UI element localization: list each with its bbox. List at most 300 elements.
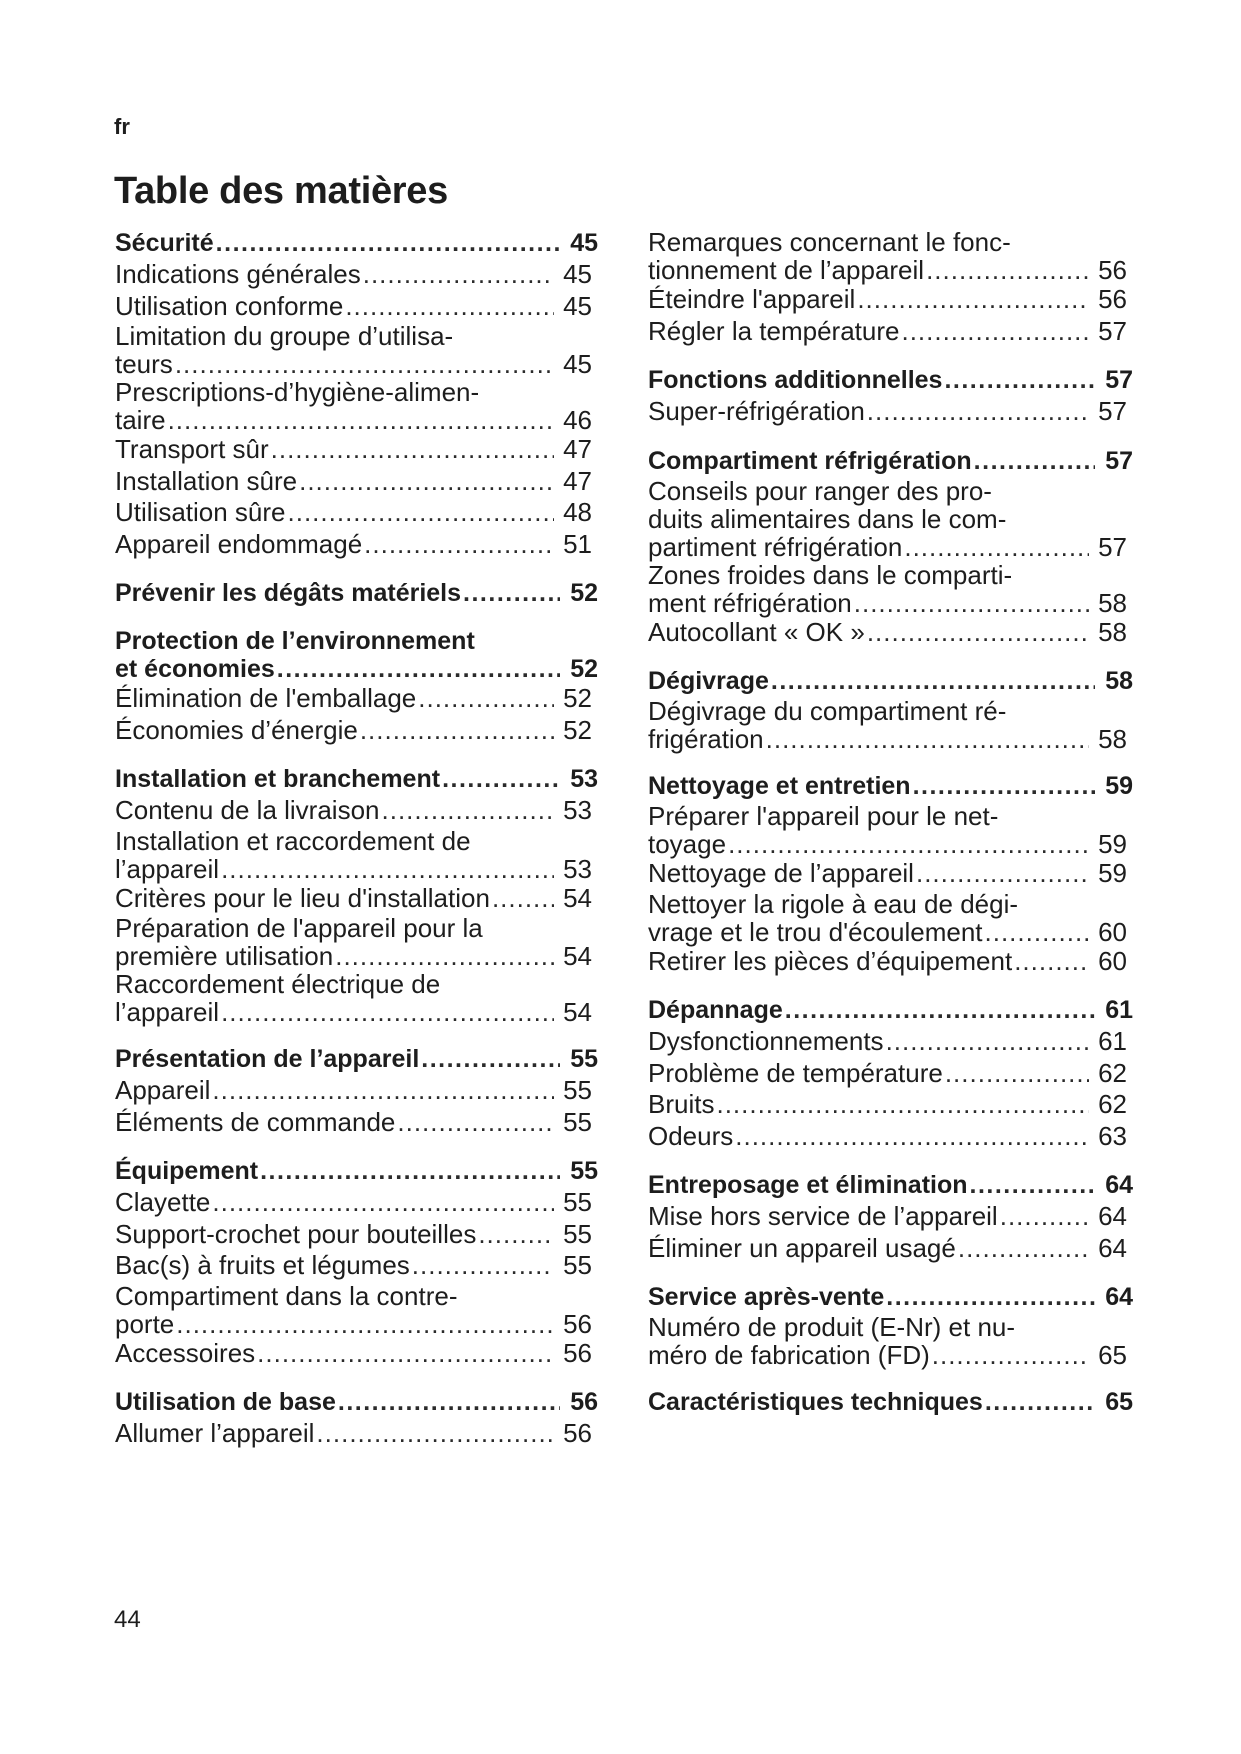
toc-section [648, 1282, 1133, 1369]
toc-entry-title: Prévenir les dégâts matériels [115, 579, 462, 607]
dot-leader [886, 1026, 1089, 1058]
toc-entry-row [115, 1250, 598, 1282]
toc-entry-row [115, 1156, 598, 1187]
toc-entry-text-line: Raccordement électrique de [115, 969, 441, 999]
toc-entry-row [648, 858, 1133, 890]
toc-entry-text-line: Zones froides dans le comparti- [648, 559, 1013, 590]
toc-entry [648, 617, 1133, 649]
toc-page-number: 55 [563, 1187, 592, 1217]
toc-entry-title: Dépannage [648, 996, 783, 1024]
toc-entry-text-line: Préparation de l'appareil pour la [115, 913, 483, 943]
dot-leader [857, 284, 1089, 316]
toc-entry-row [115, 1044, 598, 1075]
toc-entry [115, 914, 598, 970]
toc-entry-text-line: duits alimentaires dans le com- [648, 503, 1007, 534]
toc-entry-title: Éléments de commande [115, 1106, 396, 1137]
toc-entry-title: Support-crochet pour bouteilles [115, 1218, 477, 1249]
toc-page-number: 53 [570, 765, 598, 793]
toc-entry-row [648, 1341, 1133, 1369]
toc-page-number: 60 [1098, 945, 1127, 976]
toc-entry [648, 396, 1133, 428]
toc-section-heading [648, 365, 1133, 396]
toc-page-number: 57 [1098, 315, 1127, 346]
toc-section-heading [648, 666, 1133, 697]
toc-entry-title: Éliminer un appareil usagé [648, 1232, 956, 1263]
toc-entry-row [648, 1282, 1133, 1313]
toc-entry-row [648, 1058, 1133, 1090]
toc-entry-row [648, 396, 1133, 428]
toc-entry [115, 1219, 598, 1251]
dot-leader [345, 291, 554, 323]
toc-page-number: 57 [1105, 446, 1133, 475]
toc-entry [648, 1233, 1133, 1265]
toc-entry-row [648, 1121, 1133, 1153]
toc-entry-row [648, 995, 1133, 1026]
toc-entry-title: toyage [648, 829, 727, 859]
toc-section [648, 995, 1133, 1152]
toc-entry-title: Odeurs [648, 1120, 734, 1151]
page-title: Table des matières [114, 170, 448, 212]
dot-leader [904, 533, 1089, 561]
toc-entry-text-line: Installation et raccordement de [115, 825, 471, 856]
toc-entry-row [115, 1338, 598, 1370]
toc-entry-row [115, 434, 598, 466]
dot-leader [363, 259, 554, 291]
toc-page-number: 56 [1098, 255, 1127, 285]
dot-leader [364, 529, 554, 561]
toc-entry [648, 946, 1133, 978]
toc-section [115, 1044, 598, 1138]
toc-entry-title: Problème de température [648, 1057, 943, 1088]
toc-page-number: 58 [1098, 616, 1127, 647]
toc-entry-row [648, 1170, 1133, 1201]
toc-entry [648, 284, 1133, 316]
toc-entry [115, 466, 598, 498]
dot-leader [785, 995, 1095, 1026]
toc-entry-title: Bac(s) à fruits et légumes [115, 1250, 410, 1280]
dot-leader [168, 406, 554, 434]
toc-entry-title: Caractéristiques techniques [648, 1388, 983, 1416]
toc-entry [115, 827, 598, 883]
toc-page-number: 54 [563, 882, 592, 913]
toc-page-number: 46 [563, 405, 592, 435]
toc-entry [648, 228, 1133, 284]
toc-entry-row [115, 1418, 598, 1450]
toc-entry-text-line: Compartiment dans la contre- [115, 1280, 458, 1311]
toc-entry-title: Indications générales [115, 259, 361, 289]
toc-page-number: 47 [563, 465, 592, 496]
toc-entry-row [648, 589, 1133, 617]
toc-page-number: 58 [1098, 724, 1127, 754]
toc-page-number: 55 [570, 1045, 598, 1073]
toc-entry-title: Service après-vente [648, 1283, 885, 1311]
toc-entry [648, 890, 1133, 946]
toc-section [648, 771, 1133, 977]
toc-entry-title: Transport sûr [115, 434, 269, 464]
toc-entry-row [648, 946, 1133, 978]
toc-entry-row [115, 795, 598, 827]
toc-entry-row [115, 1107, 598, 1139]
dot-leader [418, 683, 554, 715]
toc-entry-row [648, 830, 1133, 858]
dot-leader [944, 365, 1095, 396]
toc-entry [115, 683, 598, 715]
toc-page-number: 56 [563, 1337, 592, 1368]
toc-entry-text-line: Nettoyer la rigole à eau de dégi- [648, 888, 1019, 919]
toc-section [115, 764, 598, 1026]
dot-leader [886, 1282, 1095, 1313]
dot-leader [901, 316, 1089, 348]
dot-leader [926, 256, 1089, 284]
dot-leader [397, 1107, 554, 1139]
toc-section [115, 1387, 598, 1450]
toc-page-number: 64 [1098, 1201, 1127, 1231]
toc-left-column [115, 228, 598, 1468]
toc-entry-row [648, 533, 1133, 561]
toc-section [648, 446, 1133, 649]
toc-entry-title: teurs [115, 349, 173, 379]
toc-page-number: 48 [563, 497, 592, 527]
toc-page-number: 54 [563, 997, 592, 1027]
toc-page-number: 45 [563, 259, 592, 289]
toc-entry-title: taire [115, 405, 166, 435]
dot-leader [854, 589, 1089, 617]
toc-page-number: 61 [1105, 996, 1133, 1024]
toc-entry-title: Utilisation sûre [115, 497, 286, 527]
toc-entry-title: Autocollant « OK » [648, 616, 865, 647]
dot-leader [299, 466, 554, 498]
dot-leader [492, 883, 554, 915]
toc-entry-row [115, 942, 598, 970]
dot-leader [221, 855, 554, 883]
toc-entry [115, 1250, 598, 1282]
toc-entry-title: Nettoyage et entretien [648, 772, 911, 800]
toc-entry-text-line: Préparer l'appareil pour le net- [648, 801, 999, 831]
dot-leader [728, 830, 1089, 858]
toc-section [648, 1170, 1133, 1264]
toc-page-number: 65 [1098, 1340, 1127, 1370]
toc-entry-title: tionnement de l’appareil [648, 255, 925, 285]
toc-entry [648, 1089, 1133, 1121]
toc-entry [648, 1313, 1133, 1369]
toc-page-number: 52 [563, 714, 592, 745]
toc-entry [115, 970, 598, 1026]
toc-section-heading [648, 1170, 1133, 1201]
toc-entry-text-line: Prescriptions-d’hygiène-alimen- [115, 377, 480, 407]
toc-entry-row [115, 406, 598, 434]
dot-leader [176, 1310, 554, 1338]
dot-leader [175, 350, 554, 378]
toc-entry [115, 259, 598, 291]
toc-section-heading [648, 1387, 1133, 1418]
toc-entry-title: Compartiment réfrigération [648, 446, 972, 475]
toc-section [115, 1156, 598, 1369]
toc-entry [648, 561, 1133, 617]
toc-entry-row [648, 1233, 1133, 1265]
toc-entry-title: Accessoires [115, 1337, 256, 1368]
toc-entry-title: Installation et branchement [115, 765, 441, 793]
toc-entry-title: Entreposage et élimination [648, 1171, 968, 1199]
toc-entry-row [648, 1387, 1133, 1418]
toc-page-number: 55 [563, 1075, 592, 1105]
toc-page-number: 52 [570, 655, 598, 683]
toc-entry-row [115, 883, 598, 915]
toc-page-number: 53 [563, 853, 592, 884]
toc-entry-text-line: Numéro de produit (E-Nr) et nu- [648, 1312, 1016, 1342]
toc-page-number: 57 [1105, 366, 1133, 394]
toc-page-number: 64 [1105, 1283, 1133, 1311]
dot-leader [216, 228, 560, 259]
dot-leader [945, 1058, 1089, 1090]
dot-leader [974, 446, 1095, 477]
toc-entry-title: Utilisation conforme [115, 290, 344, 321]
dot-leader [212, 1187, 554, 1219]
toc-entry-text-line: Protection de l’environnement [115, 627, 475, 655]
toc-section-heading [115, 228, 598, 259]
dot-leader [382, 795, 555, 827]
toc-section-heading [648, 446, 1133, 477]
language-code: fr [114, 114, 130, 139]
toc-entry-title: ment réfrigération [648, 587, 852, 618]
toc-entry-title: Critères pour le lieu d'installation [115, 882, 490, 913]
dot-leader [985, 918, 1090, 946]
toc-entry-title: Allumer l’appareil [115, 1418, 315, 1448]
toc-entry-row [115, 715, 598, 747]
toc-page-number: 63 [1098, 1120, 1127, 1151]
toc-entry-title: Utilisation de base [115, 1388, 336, 1416]
toc-entry-row [115, 855, 598, 883]
toc-page-number: 58 [1098, 587, 1127, 618]
toc-entry-row [115, 655, 598, 683]
toc-entry-row [648, 284, 1133, 316]
toc-entry-text-line: Limitation du groupe d’utilisa- [115, 321, 454, 351]
toc-page-number: 45 [563, 349, 592, 379]
toc-entry-row [648, 1026, 1133, 1058]
dot-leader [338, 1387, 560, 1418]
toc-entry-title: Mise hors service de l’appareil [648, 1201, 998, 1231]
toc-page-number: 56 [570, 1388, 598, 1416]
dot-leader [212, 1075, 554, 1107]
dot-leader [913, 771, 1095, 802]
toc-entry-title: Clayette [115, 1187, 211, 1217]
toc-entry-row [115, 350, 598, 378]
toc-entry-title: Super-réfrigération [648, 396, 865, 426]
toc-entry [648, 858, 1133, 890]
dot-leader [221, 998, 554, 1026]
toc-entry-row [648, 771, 1133, 802]
dot-leader [916, 858, 1089, 890]
toc-entry [115, 1338, 598, 1370]
toc-entry-title: frigération [648, 724, 764, 754]
toc-entry-row [115, 259, 598, 291]
toc-entry-row [115, 1075, 598, 1107]
dot-leader [360, 715, 554, 747]
dot-leader [932, 1341, 1089, 1369]
toc-entry-row [648, 666, 1133, 697]
toc-entry [115, 1075, 598, 1107]
toc-entry-row [115, 1310, 598, 1338]
dot-leader [716, 1089, 1089, 1121]
toc-section-heading [115, 578, 598, 609]
toc-entry-title: Installation sûre [115, 465, 298, 496]
toc-entry-row [648, 446, 1133, 477]
toc-entry [648, 316, 1133, 348]
dot-leader [288, 497, 554, 529]
toc-entry-title: vrage et le trou d'écoulement [648, 916, 983, 947]
toc-entry [115, 322, 598, 378]
toc-section-heading [115, 627, 598, 683]
toc-page-number: 58 [1105, 667, 1133, 695]
toc-entry-row [115, 683, 598, 715]
toc-page-number: 62 [1098, 1057, 1127, 1088]
toc-entry-row [115, 1187, 598, 1219]
toc-entry [648, 477, 1133, 561]
toc-entry [648, 1058, 1133, 1090]
toc-page-number: 54 [563, 941, 592, 971]
toc-entry-title: et économies [115, 655, 275, 683]
toc-page-number: 55 [563, 1218, 592, 1249]
dot-leader [421, 1044, 560, 1075]
toc-page-number: 57 [1098, 396, 1127, 426]
toc-entry-text-line: Conseils pour ranger des pro- [648, 475, 992, 506]
dot-leader [766, 725, 1089, 753]
dot-leader [478, 1219, 554, 1251]
toc-entry-row [115, 764, 598, 795]
toc-section [648, 666, 1133, 753]
dot-leader [335, 942, 554, 970]
toc-entry-row [648, 365, 1133, 396]
dot-leader [257, 1338, 554, 1370]
toc-entry-title: Fonctions additionnelles [648, 366, 943, 394]
toc-entry-row [115, 1219, 598, 1251]
dot-leader [985, 1387, 1095, 1418]
toc-entry-title: Retirer les pièces d’équipement [648, 945, 1013, 976]
dot-leader [463, 578, 560, 609]
toc-entry [115, 883, 598, 915]
toc-section-heading [648, 1282, 1133, 1313]
toc-page-number: 51 [563, 528, 592, 559]
toc-section [648, 365, 1133, 428]
toc-entry-row [115, 228, 598, 259]
toc-entry-title: Équipement [115, 1157, 259, 1185]
toc-page-number: 47 [563, 434, 592, 464]
toc-section [115, 578, 598, 609]
toc-entry-title: porte [115, 1308, 175, 1339]
toc-entry-title: Élimination de l'emballage [115, 683, 417, 713]
toc-page-number: 57 [1098, 531, 1127, 562]
toc-entry [648, 1026, 1133, 1058]
toc-page-number: 65 [1105, 1388, 1133, 1416]
toc-page-number: 62 [1098, 1089, 1127, 1119]
toc-page-number: 45 [570, 229, 598, 257]
toc-page-number: 56 [1098, 284, 1127, 314]
toc-page-number: 60 [1098, 916, 1127, 947]
toc-section-heading [115, 1387, 598, 1418]
toc-page-number: 55 [570, 1157, 598, 1185]
dot-leader [277, 655, 560, 683]
toc-entry-row [648, 918, 1133, 946]
toc-section [648, 228, 1133, 347]
toc-entry-title: Régler la température [648, 315, 900, 346]
toc-entry [115, 1187, 598, 1219]
toc-section-heading [115, 1156, 598, 1187]
toc-section [115, 627, 598, 746]
toc-page-number: 55 [563, 1250, 592, 1280]
toc-page-number: 53 [563, 795, 592, 825]
toc-entry-text-line: Dégivrage du compartiment ré- [648, 696, 1007, 726]
toc-page-number: 55 [563, 1106, 592, 1137]
toc-page-number: 56 [563, 1418, 592, 1448]
dot-leader [412, 1250, 554, 1282]
dot-leader [970, 1170, 1095, 1201]
dot-leader [271, 434, 554, 466]
toc-entry [648, 1121, 1133, 1153]
toc-entry [115, 1107, 598, 1139]
toc-entry-title: partiment réfrigération [648, 531, 903, 562]
toc-section-heading [648, 771, 1133, 802]
toc-entry-title: Présentation de l’appareil [115, 1045, 420, 1073]
toc-entry [648, 697, 1133, 753]
toc-section-heading [115, 764, 598, 795]
toc-page-number: 59 [1105, 772, 1133, 800]
toc-page-number: 56 [563, 1308, 592, 1339]
toc-entry [115, 434, 598, 466]
toc-entry-row [648, 617, 1133, 649]
toc-page-number: 52 [570, 579, 598, 607]
toc-entry-title: méro de fabrication (FD) [648, 1340, 930, 1370]
toc-entry-row [648, 316, 1133, 348]
toc-entry-row [648, 1089, 1133, 1121]
toc-page-number: 64 [1105, 1171, 1133, 1199]
dot-leader [260, 1156, 560, 1187]
toc-entry-title: Nettoyage de l’appareil [648, 858, 914, 888]
toc-section-heading [115, 1044, 598, 1075]
toc-entry-title: Économies d’énergie [115, 714, 358, 745]
toc-entry [115, 1282, 598, 1338]
toc-page-number: 52 [563, 683, 592, 713]
toc-section [648, 1387, 1133, 1418]
toc-entry-title: Dysfonctionnements [648, 1026, 884, 1056]
toc-page-number: 59 [1098, 858, 1127, 888]
toc-entry-title: Contenu de la livraison [115, 795, 380, 825]
toc-entry [115, 715, 598, 747]
toc-section-heading [648, 995, 1133, 1026]
toc-entry-title: première utilisation [115, 941, 334, 971]
toc-page-number: 59 [1098, 829, 1127, 859]
toc-entry-row [115, 998, 598, 1026]
toc-entry-row [115, 497, 598, 529]
dot-leader [867, 617, 1089, 649]
toc-entry-row [648, 1201, 1133, 1233]
dot-leader [442, 764, 560, 795]
toc-entry-title: Bruits [648, 1089, 715, 1119]
toc-entry [115, 529, 598, 561]
toc-entry-row [115, 578, 598, 609]
dot-leader [316, 1418, 554, 1450]
toc-entry-row [115, 291, 598, 323]
page-number: 44 [114, 1606, 141, 1633]
toc-entry [115, 291, 598, 323]
toc-entry-title: Dégivrage [648, 667, 769, 695]
toc-entry-title: l’appareil [115, 853, 220, 884]
dot-leader [735, 1121, 1089, 1153]
toc-entry-title: Appareil endommagé [115, 528, 363, 559]
toc-entry-title: l’appareil [115, 997, 220, 1027]
toc-page-number: 45 [563, 290, 592, 321]
toc-entry-row [648, 256, 1133, 284]
toc-entry [115, 795, 598, 827]
toc-entry-title: Sécurité [115, 229, 214, 257]
